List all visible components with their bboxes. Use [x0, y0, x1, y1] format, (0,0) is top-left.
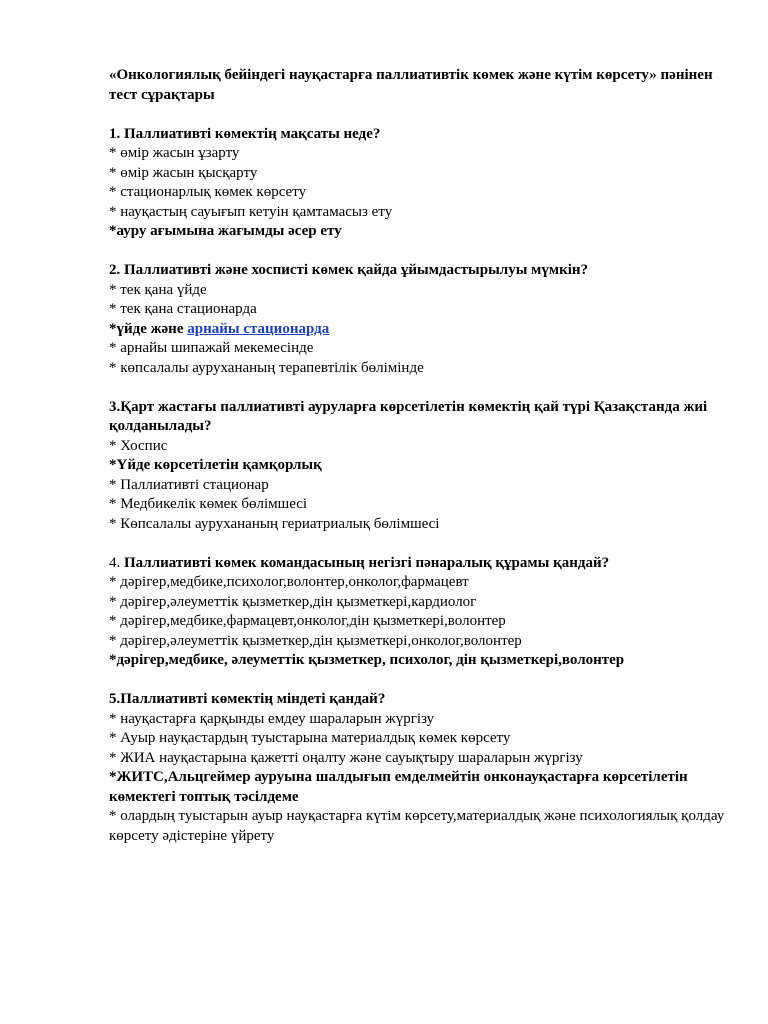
question-2-option-4: * арнайы шипажай мекемесінде: [109, 340, 314, 356]
question-1: [109, 125, 729, 242]
question-5-option-3: * ЖИА науқастарына қажетті оңалту және сауықтыру шараларын жүргізу: [109, 749, 583, 766]
question-2-answer-prefix: *үйде және: [109, 320, 188, 337]
question-1-text: 1. Паллиативті көмектің мақсаты неде?: [109, 125, 381, 142]
question-2-text: 2. Паллиативті және хосписті көмек қайда ұйымдастырылуы мүмкін?: [109, 262, 589, 278]
question-1-option-3: * стационарлық көмек көрсету: [109, 184, 307, 200]
question-5-option-5: * олардың туыстарын ауыр науқастарға күтім көрсету,материалдық және психологиялық қолдау көрсету әдістеріне үйрету: [109, 808, 725, 844]
question-1-option-4: * науқастың сауығып кетуін қамтамасыз ету: [109, 203, 393, 220]
question-4-heading: [109, 554, 729, 574]
question-5-answer: *ЖИТС,Альцгеймер ауруына шалдығып емделмейтін онконауқастарға көрсетілетін көмектегі топтық тәсілдеме: [109, 769, 688, 805]
question-1-answer: *ауру ағымына жағымды әсер ету: [109, 223, 342, 239]
special-hospital-link[interactable]: арнайы стационарда: [187, 320, 330, 337]
question-2: [109, 261, 729, 378]
question-2-option-1: * тек қана үйде: [109, 281, 207, 298]
question-4-option-3: * дәрігер,медбике,фармацевт,онколог,дін қызметкері,волонтер: [109, 613, 506, 629]
question-4: [109, 554, 729, 671]
question-4-answer: *дәрігер,медбике, әлеуметтік қызметкер, психолог, дін қызметкері,волонтер: [109, 652, 625, 668]
question-3-text: 3.Қарт жастағы паллиативті ауруларға көрсетілетін көмектің қай түрі Қазақстанда жиі қолданылады?: [109, 398, 708, 434]
question-2-option-5: * көпсалалы аурухананың терапевтілік бөлімінде: [109, 359, 424, 376]
question-4-option-2: * дәрігер,әлеуметтік қызметкер,дін қызметкері,кардиолог: [109, 593, 477, 610]
question-1-option-1: * өмір жасын ұзарту: [109, 145, 240, 161]
question-3: [109, 398, 729, 535]
question-3-answer: *Үйде көрсетілетін қамқорлық: [109, 457, 322, 473]
question-2-answer: [109, 320, 729, 340]
question-5-text: 5.Паллиативті көмектің міндеті қандай?: [109, 691, 386, 707]
question-4-option-4: * дәрігер,әлеуметтік қызметкер,дін қызметкері,онколог,волонтер: [109, 632, 522, 649]
question-3-option-4: * Медбикелік көмек бөлімшесі: [109, 496, 308, 512]
document-page: [109, 66, 729, 866]
question-3-option-5: * Көпсалалы аурухананың гериатриалық бөлімшесі: [109, 515, 440, 532]
question-2-option-2: * тек қана стационарда: [109, 301, 257, 317]
question-4-option-1: * дәрігер,медбике,психолог,волонтер,онколог,фармацевт: [109, 574, 469, 590]
question-5-option-1: * науқастарға қарқынды емдеу шараларын жүргізу: [109, 710, 435, 727]
question-4-text: Паллиативті көмек командасының негізгі пәнаралық құрамы қандай?: [124, 554, 610, 571]
question-3-option-1: * Хоспис: [109, 437, 168, 454]
question-1-option-2: * өмір жасын қысқарту: [109, 164, 258, 181]
question-5: [109, 690, 729, 846]
question-4-number: 4.: [109, 554, 124, 571]
question-3-option-3: * Паллиативті стационар: [109, 476, 269, 493]
question-5-option-2: * Ауыр науқастардың туыстарына материалдық көмек көрсету: [109, 730, 511, 746]
document-title: «Онкологиялық бейіндегі науқастарға паллиативтік көмек және күтім көрсету» пәнінен тест сұрақтары: [109, 67, 713, 103]
